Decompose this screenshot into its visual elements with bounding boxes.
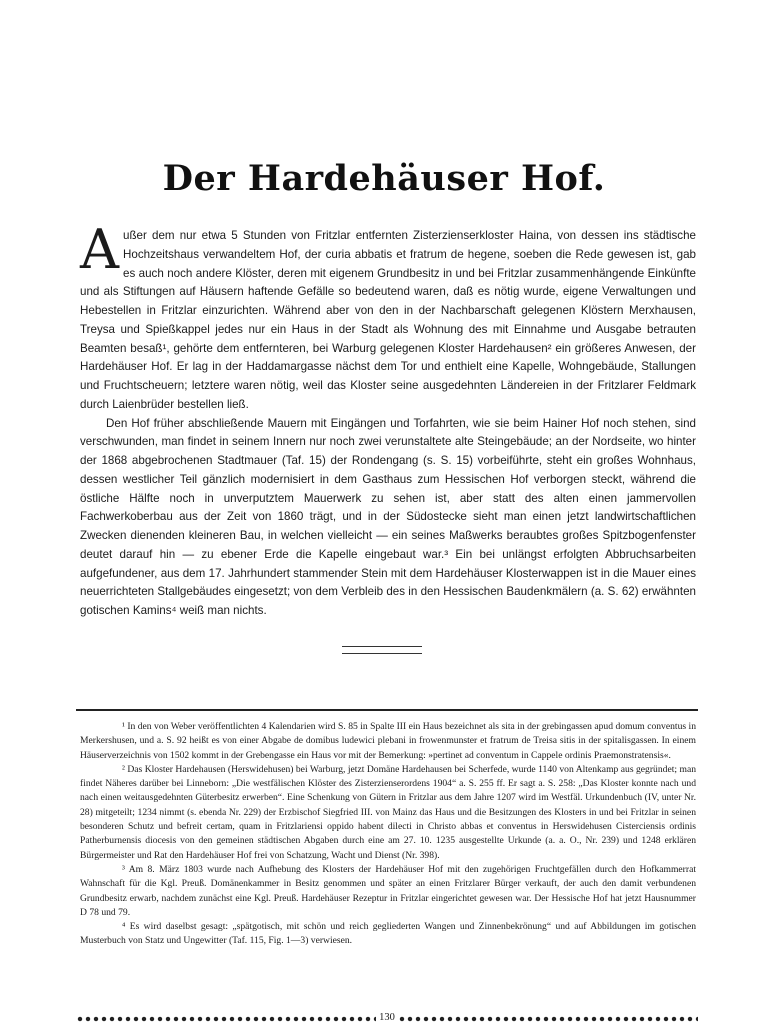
footnote-2: ² Das Kloster Hardehausen (Herswidehusen) bei Warburg, jetzt Domäne Hardehausen bei Scherfede, wurde 1140 von Altenkamp aus gegründet; man findet Näheres darüber bei Linneborn: „Die westfälischen Klöster des Zisterzienserordens 1904“ a. S. 255 ff. Er sagt a. S. 258: „Das Kloster konnte nach und nach einen weitausgedehnten Güterbesitz erwerben“. Eine Schenkung von Gütern in Fritzlar aus dem Jahre 1207 wird im Westfäl. Urkundenbuch (IV, unter Nr. 28) mitgeteilt; 1234 nimmt (s. ebenda Nr. 229) der Erzbischof Siegfried III. von Mainz das Haus und die Besitzungen des Klosters in und bei Fritzlar in seinen besonderen Schutz und befreit certam, quam in Fritzlariensi oppido habent dilecti in Christo abbas et conventus in Herswidehusen Cisterciensis ordinis Patherburnensis diocesis von den gemeinen städtischen Abgaben durch eine am 27. 10. 1235 ausgestellte Urkunde (a. a. O., Nr. 239) und 1248 erklären Bürgermeister und Rat den Hardehäuser Hof frei von Schatzung, Wacht und Dienst (Nr. 398). [80,763,696,861]
main-text [80,218,696,621]
page-footer [76,1012,698,1026]
page-title: Der Hardehäuser Hof. [162,158,606,199]
page-number: 130 [379,1012,395,1023]
footnote-rule [76,709,698,711]
drop-cap: A [80,218,119,281]
paragraph-2: Den Hof früher abschließende Mauern mit Eingängen und Torfahrten, wie sie beim Hainer Hof noch stehen, sind verschwunden, man findet in seinem Innern nur noch zwei verunstaltete alte Steingebäude; an der Nordseite, wo hinter der 1868 abgebrochenen Stadtmauer (Taf. 15) der Rondengang (s. S. 15) vorbeiführte, steht ein großes Wohnhaus, dessen westlicher Teil gänzlich modernisiert in dem Gasthaus zum Hessischen Hof verborgen steckt, während die östliche Hälfte noch in unverputztem Mauerwerk zu sehen ist, aber statt des alten einen jammervollen Fachwerkoberbau aus der Zeit von 1860 trägt, und in der Südostecke sieht man einen jetzt landwirtschaftlichen Zwecken dienenden kleineren Bau, in welchen vielleicht — ein seines Maßwerks beraubtes großes Spitzbogenfenster deutet darauf hin — zu ebener Erde die Kapelle eingebaut war.³ Ein bei unlängst erfolgten Abbruchsarbeiten aufgefundener, aus dem 17. Jahrhundert stammender Stein mit dem Hardehäuser Klosterwappen ist in die Mauer eines neuerrichteten Stallgebäudes eingesetzt; von dem Verbleib des in den Hessischen Baudenkmälern (a. S. 62) erwähnten gotischen Kamins⁴ weiß man nichts. [80,416,696,617]
ornament-border-left [76,1016,376,1022]
footnote-1: ¹ In den von Weber veröffentlichten 4 Kalendarien wird S. 85 in Spalte III ein Haus bezeichnet als sita in der grebingassen apud domum conventus in Merkershusen, und a. S. 92 heißt es von einer Abgabe de domibus ludewici plebani in frowenmunster et fratrum de Treisa sitis in der spitalisgassen. In einem Häuserverzeichnis von 1502 kommt in der Grebengasse ein Haus vor mit der Bemerkung: »pertinet ad conventum in Cappele ordinis Praemonstratensis«. [80,721,696,761]
footnotes [80,720,696,949]
section-separator [342,646,422,654]
paragraph-1-text: ußer dem nur etwa 5 Stunden von Fritzlar entfernten Zisterzienserkloster Haina, von dessen ins städtische Hochzeitshaus verwandeltem Hof, der curia abbatis et fratrum de hegene, soeben die Rede gewesen ist, gab es auch noch andere Klöster, deren mit eigenem Grundbesitz in und bei Fritzlar zusammenhängende Einkünfte und als Stiftungen auf Häusern haftende Gefälle so bedeutend waren, daß es nötig wurde, eigene Verwaltungen und Hebestellen in Fritzlar einzurichten. Während aber von den in der Nachbarschaft gelegenen Klöstern Merxhausen, Treysa und Spießkappel jedes nur ein Haus in der Stadt als Wohnung des mit Einnahme und Ausgabe betrauten Beamten besaß¹, gehörte dem entfernteren, bei Warburg gelegenen Kloster Hardehausen² ein größeres Anwesen, der Hardehäuser Hof. Er lag in der Haddamargasse nächst dem Tor und enthielt eine Kapelle, Wohngebäude, Stallungen und Fruchtscheuern; letztere waren nötig, weil das Kloster seine ausgedehnten Ländereien in der Fritzlarer Feldmark durch Laienbrüder bestellen ließ. [80,229,696,411]
footnote-3: ³ Am 8. März 1803 wurde nach Aufhebung des Klosters der Hardehäuser Hof mit den zugehörigen Fruchtgefällen durch den Hofkammerrat Wahnschaft für die Kgl. Preuß. Domänenkammer in Besitz genommen und später an einen Fritzlarer Bürger verkauft, der auch den damit verbundenen Grundbesitz erwarb, nachdem zunächst eine Kgl. Preuß. Hardehäuser Rezeptur in Fritzlar eingerichtet gewesen war. Der Hessische Hof hat jetzt Hausnummer D 78 und 79. [80,863,696,918]
paragraph-1 [80,218,696,415]
footnote-4: ⁴ Es wird daselbst gesagt: „spätgotisch, mit schön und reich gegliederten Wangen und Zinnenbekrönung“ und auf Abbildungen im gotischen Musterbuch von Statz und Ungewitter (Taf. 115, Fig. 1—3) verwiesen. [80,921,696,947]
ornament-border-right [398,1016,698,1022]
